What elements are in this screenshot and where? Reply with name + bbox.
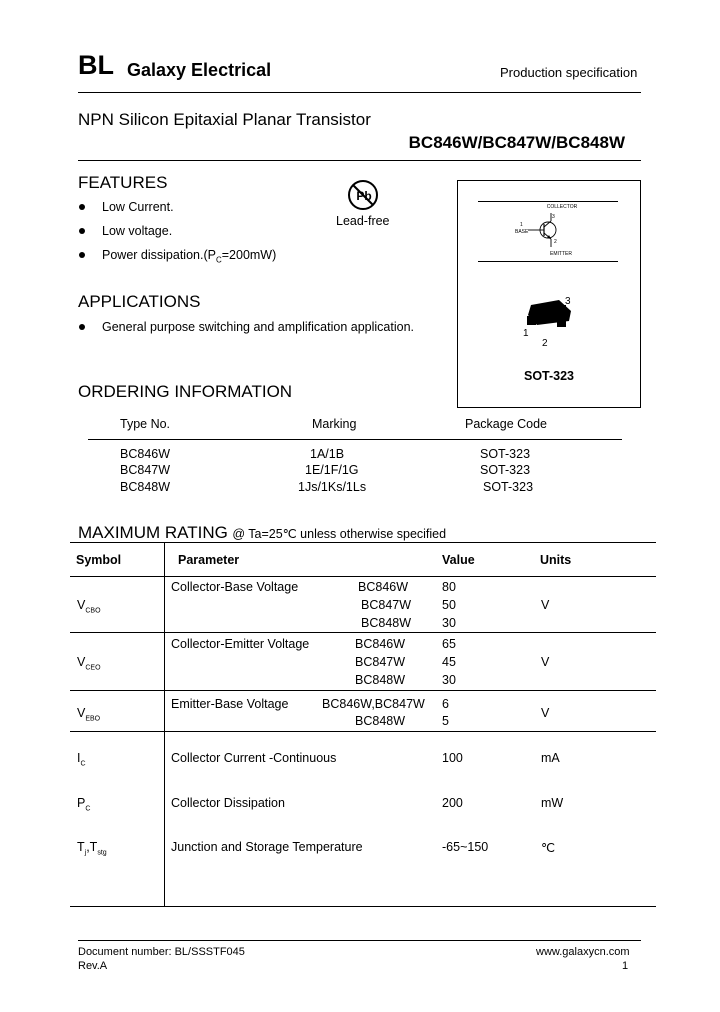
feature-item-power: Power $dissipation.(P_C=200mW)$ [102,248,277,265]
svg-text:3: 3 [552,214,555,220]
col-units: Units [540,553,572,567]
svg-text:1: 1 [523,328,529,339]
footer-divider [78,940,641,941]
header-divider [78,92,641,93]
model-label: BC846W [355,637,406,651]
svg-text:1: 1 [520,222,523,228]
applications-heading: APPLICATIONS [78,292,201,311]
production-spec-label: Production specification [500,65,638,80]
symbol-vcbo: $V_{CBO}$ [77,598,101,615]
value-cell: 200 [442,796,463,810]
svg-text:BASE: BASE [515,229,529,235]
col-symbol: Symbol [70,543,165,577]
max-rating-heading: MAXIMUM RATING @ Ta=25℃ unless otherwise specified [78,523,447,542]
document-subtitle: NPN Silicon Epitaxial Planar Transistor [78,110,371,129]
model-label: BC848W [355,714,406,728]
model-label: BC847W [361,598,412,612]
features-heading: FEATURES [78,173,168,192]
ordering-cell: BC846W [120,447,171,461]
svg-text:2: 2 [554,239,557,245]
svg-text:COLLECTOR: COLLECTOR [546,204,578,210]
symbol-ic: $I_C$ [77,751,86,768]
value-cell: 100 [442,751,463,765]
symbol-pc: $P_C$ [77,796,91,813]
model-label: BC846W,BC847W [322,697,425,711]
symbol-vceo: $V_{CEO}$ [77,655,101,672]
ordering-cell: 1A/1B [310,447,345,461]
col-parameter: Parameter [165,543,657,577]
value-cell: 5 [442,714,449,728]
ordering-cell: BC847W [120,463,171,477]
ordering-heading: ORDERING INFORMATION [78,382,293,401]
param-ic: Collector Current -Continuous [171,751,337,765]
unit-cell: V [541,598,550,612]
revision: Rev.A [78,960,108,972]
bullet-icon [79,252,85,258]
value-cell: 45 [442,655,456,669]
value-cell: 65 [442,637,456,651]
document-number: Document number: BL/SSSTF045 [78,946,245,958]
param-vcbo: Collector-Base Voltage [171,580,299,594]
sot323-package-icon [513,291,593,351]
value-cell: -65~150 [442,840,489,854]
table-row [70,732,656,907]
value-cell: 6 [442,697,449,711]
col-value: Value [442,553,475,567]
bullet-icon [79,324,85,330]
bullet-icon [79,228,85,234]
unit-cell: V [541,706,550,720]
feature-item: Low voltage. [102,224,173,238]
ordering-cell: 1E/1F/1G [305,463,359,477]
model-label: BC847W [355,655,406,669]
ordering-divider [88,439,622,440]
param-tj: Junction and Storage Temperature [171,840,363,854]
package-label: SOT-323 [523,369,575,383]
website-link[interactable]: www.galaxycn.com [536,946,630,958]
value-cell: 30 [442,673,456,687]
ordering-cell: BC848W [120,480,171,494]
ordering-cell: SOT-323 [480,447,531,461]
model-label: BC848W [355,673,406,687]
model-label: BC846W [358,580,409,594]
company-logo: BL [78,50,114,80]
page-number: 1 [622,960,629,972]
symbol-vebo: $V_{EBO}$ [77,706,101,723]
value-cell: 30 [442,616,456,630]
title-divider [78,160,641,161]
unit-cell: mA [541,751,560,765]
param-vceo: Collector-Emitter Voltage [171,637,310,651]
package-diagram-box [457,180,641,408]
model-numbers: BC846W/BC847W/BC848W [408,133,625,152]
lead-free-label: Lead-free [336,214,390,228]
bullet-icon [79,204,85,210]
param-pc: Collector Dissipation [171,796,285,810]
lead-free-mark: Pb [356,189,372,203]
unit-cell: V [541,655,550,669]
symbol-tj-tstg: $T_j,T_{stg}$ [77,840,107,857]
lead-free-icon [343,180,383,214]
model-label: BC848W [361,616,412,630]
company-name: Galaxy Electrical [127,60,272,80]
ordering-col-marking: Marking [312,417,357,431]
svg-text:2: 2 [542,338,548,349]
box-rule [478,261,618,262]
ordering-cell: SOT-323 [480,463,531,477]
unit-cell: ℃ [541,841,556,855]
ordering-col-type: Type No. [120,417,171,431]
value-cell: 50 [442,598,456,612]
value-cell: 80 [442,580,456,594]
param-vebo: Emitter-Base Voltage [171,697,289,711]
unit-cell: mW [541,796,564,810]
svg-text:3: 3 [565,296,571,307]
ordering-cell: SOT-323 [483,480,534,494]
ordering-cell: 1Js/1Ks/1Ls [298,480,367,494]
ordering-col-package: Package Code [465,417,548,431]
application-item: General purpose switching and amplification application. [102,320,414,334]
feature-item: Low Current. [102,200,174,214]
svg-text:EMITTER: EMITTER [550,251,572,257]
